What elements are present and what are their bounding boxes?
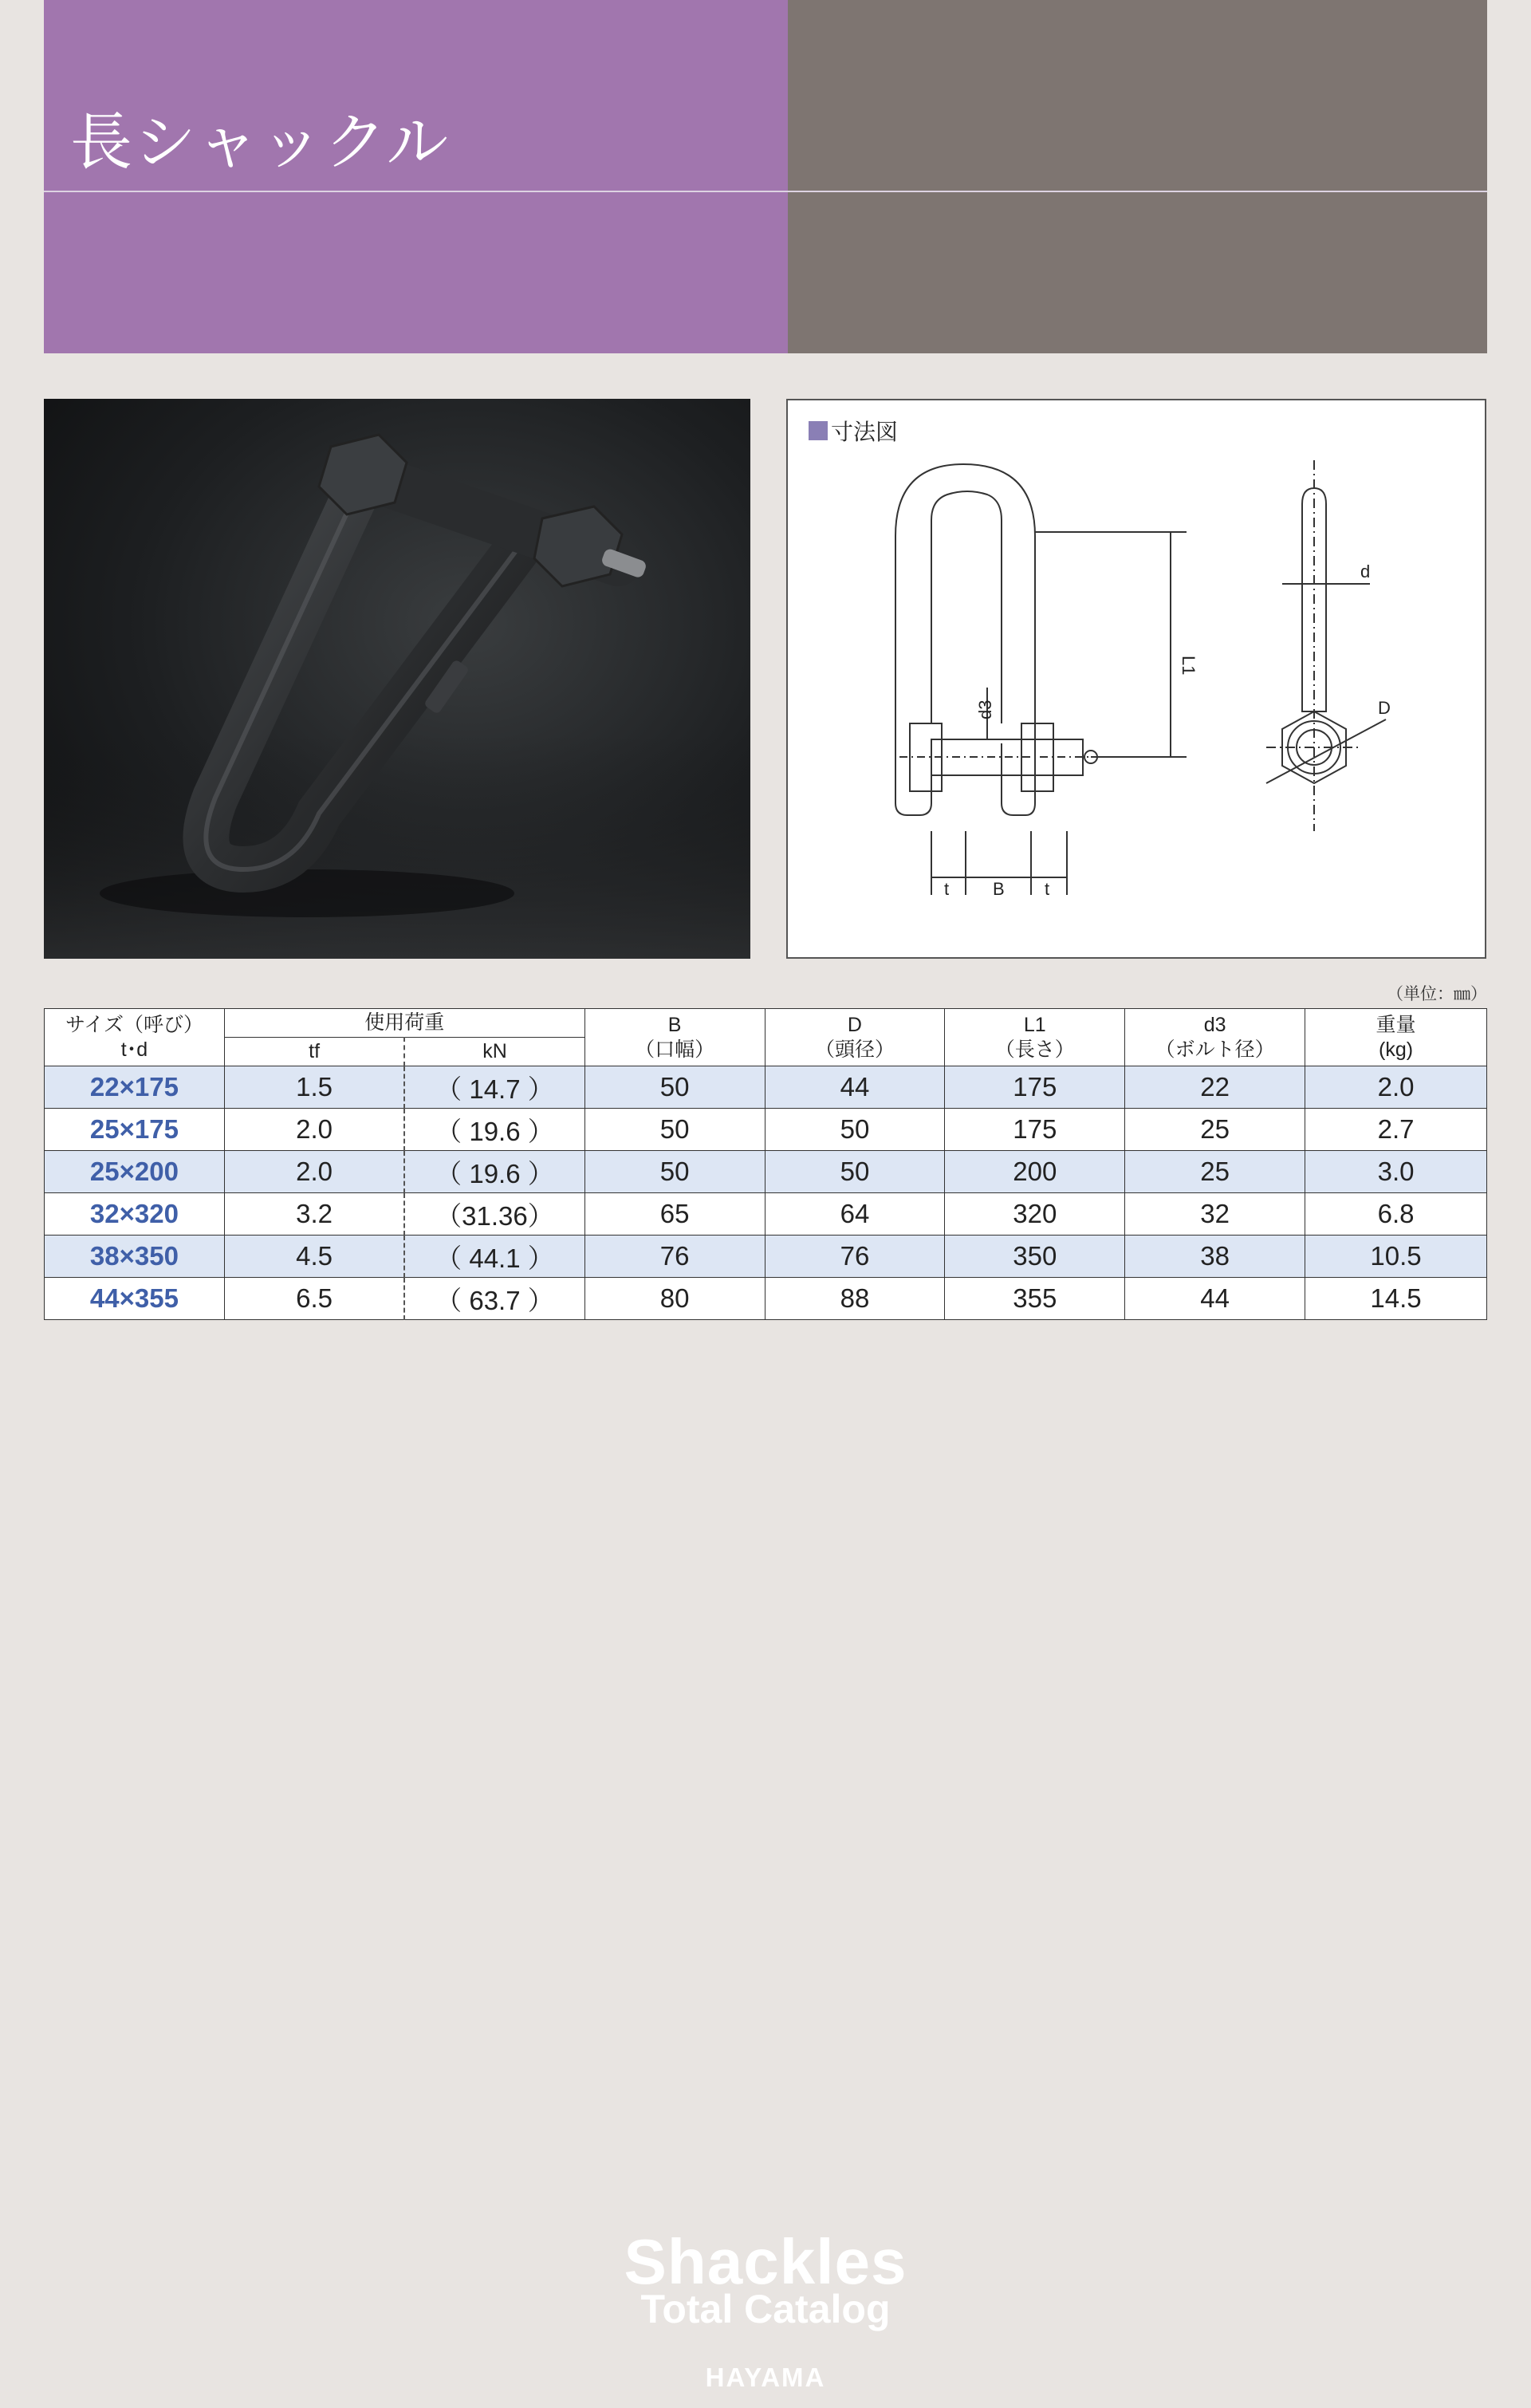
spec-table (44, 1008, 1487, 1320)
brand-total-catalog: Total Catalog (640, 2287, 891, 2331)
cell-B: 76 (584, 1236, 765, 1278)
cell-D: 50 (765, 1151, 945, 1193)
cell-weight: 2.0 (1305, 1066, 1487, 1109)
label-B: B (993, 879, 1005, 899)
cell-L1: 175 (945, 1066, 1125, 1109)
header-D-sub: （頭径） (814, 1038, 895, 1061)
cell-d3: 25 (1125, 1151, 1305, 1193)
brand-shackles: Shackles (624, 2226, 907, 2297)
cell-kn: （ 19.6 ） (404, 1151, 584, 1193)
cell-D: 76 (765, 1236, 945, 1278)
cell-d3: 38 (1125, 1236, 1305, 1278)
cell-D: 50 (765, 1109, 945, 1151)
cell-D: 44 (765, 1066, 945, 1109)
shackle-drawing (788, 400, 1488, 960)
cell-size: 25×200 (45, 1151, 225, 1193)
header-divider (44, 191, 1487, 192)
header-weight-label: 重量 (1376, 1013, 1416, 1036)
header-size-label: サイズ（呼び） (65, 1013, 203, 1036)
cell-weight: 14.5 (1305, 1278, 1487, 1320)
cell-weight: 6.8 (1305, 1193, 1487, 1236)
long-shackle-illustration (44, 399, 750, 959)
cell-tf: 4.5 (224, 1236, 404, 1278)
table-row (45, 1151, 1487, 1193)
cell-kn: （ 14.7 ） (404, 1066, 584, 1109)
header-L1 (945, 1009, 1125, 1066)
cell-D: 88 (765, 1278, 945, 1320)
cell-B: 80 (584, 1278, 765, 1320)
label-d: d (1360, 562, 1371, 581)
cell-L1: 350 (945, 1236, 1125, 1278)
cell-d3: 25 (1125, 1109, 1305, 1151)
brand-hayama: HAYAMA (705, 2363, 826, 2392)
cell-weight: 2.7 (1305, 1109, 1487, 1151)
header-d3-sub: （ボルト径） (1155, 1038, 1275, 1061)
header-load: 使用荷重 (224, 1009, 584, 1038)
table-row (45, 1066, 1487, 1109)
cell-kn: （ 19.6 ） (404, 1109, 584, 1151)
table-row (45, 1109, 1487, 1151)
cell-size: 32×320 (45, 1193, 225, 1236)
product-photo (44, 399, 750, 959)
header-L1-label: L1 (1023, 1013, 1046, 1036)
header-size (45, 1009, 225, 1066)
cell-L1: 320 (945, 1193, 1125, 1236)
cell-B: 65 (584, 1193, 765, 1236)
cell-d3: 44 (1125, 1278, 1305, 1320)
header-weight (1305, 1009, 1487, 1066)
header-L1-sub: （長さ） (994, 1038, 1075, 1061)
cell-kn: （31.36） (404, 1193, 584, 1236)
label-t-right: t (1045, 879, 1050, 899)
header-B (584, 1009, 765, 1066)
cell-kn: （ 63.7 ） (404, 1278, 584, 1320)
cell-D: 64 (765, 1193, 945, 1236)
cell-tf: 1.5 (224, 1066, 404, 1109)
unit-note: （単位：㎜） (1387, 984, 1487, 1003)
header-B-label: B (667, 1013, 682, 1036)
cell-size: 22×175 (45, 1066, 225, 1109)
cell-size: 38×350 (45, 1236, 225, 1278)
cell-size: 25×175 (45, 1109, 225, 1151)
header-kn: kN (404, 1038, 584, 1066)
cell-tf: 2.0 (224, 1151, 404, 1193)
header-D (765, 1009, 945, 1066)
cell-tf: 2.0 (224, 1109, 404, 1151)
label-d3: d3 (975, 700, 995, 719)
cell-L1: 200 (945, 1151, 1125, 1193)
cell-B: 50 (584, 1066, 765, 1109)
cell-weight: 3.0 (1305, 1151, 1487, 1193)
label-L1: L1 (1179, 656, 1198, 676)
cell-kn: （ 44.1 ） (404, 1236, 584, 1278)
diagram-heading-text: 寸法図 (831, 419, 899, 445)
cell-weight: 10.5 (1305, 1236, 1487, 1278)
cell-size: 44×355 (45, 1278, 225, 1320)
dimension-diagram (786, 399, 1486, 959)
header-band-right (788, 0, 1487, 353)
table-row (45, 1193, 1487, 1236)
header-D-label: D (847, 1013, 862, 1036)
cell-L1: 175 (945, 1109, 1125, 1151)
header-weight-sub: (kg) (1379, 1038, 1414, 1061)
header-B-sub: （口幅） (635, 1038, 715, 1061)
cell-B: 50 (584, 1151, 765, 1193)
cell-d3: 32 (1125, 1193, 1305, 1236)
cell-B: 50 (584, 1109, 765, 1151)
header-d3-label: d3 (1203, 1013, 1226, 1036)
label-t-left: t (944, 879, 950, 899)
spec-table-body (45, 1066, 1487, 1320)
page-title: 長シャックル (70, 107, 451, 179)
header-tf: tf (224, 1038, 404, 1066)
cell-tf: 6.5 (224, 1278, 404, 1320)
header-row-1 (45, 1009, 1487, 1038)
table-row (45, 1236, 1487, 1278)
header-size-sub: t･d (120, 1038, 148, 1061)
cell-d3: 22 (1125, 1066, 1305, 1109)
header-d3 (1125, 1009, 1305, 1066)
cell-tf: 3.2 (224, 1193, 404, 1236)
table-row (45, 1278, 1487, 1320)
label-D: D (1378, 698, 1391, 718)
cell-L1: 355 (945, 1278, 1125, 1320)
